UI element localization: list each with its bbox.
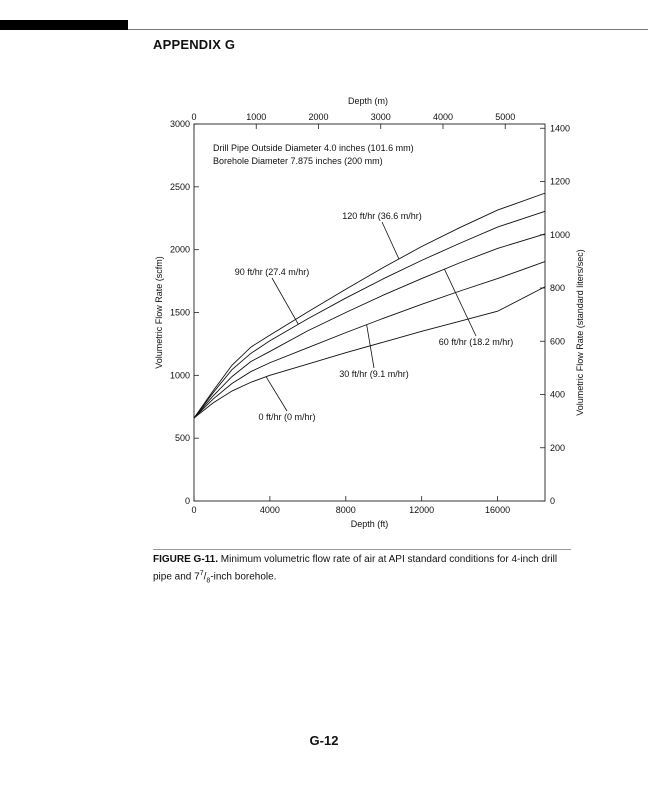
x2-tick-label: 1000 <box>246 112 267 122</box>
appendix-heading: APPENDIX G <box>153 37 236 52</box>
series-line-0 <box>194 287 545 418</box>
x2-tick-label: 2000 <box>308 112 329 122</box>
caption-frac-num: 7 <box>199 570 204 577</box>
y-tick-label: 1500 <box>169 307 190 318</box>
x-tick-label: 4000 <box>259 505 280 515</box>
chart-note: Drill Pipe Outside Diameter 4.0 inches (101.6 mm) <box>213 143 414 153</box>
y-axis-label: Volumetric Flow Rate (scfm) <box>154 256 164 369</box>
y-tick-label: 500 <box>174 433 190 444</box>
y2-tick-label: 0 <box>550 496 556 506</box>
y-tick-label: 3000 <box>169 119 190 129</box>
annotation-leader <box>444 269 476 336</box>
x2-tick-label: 5000 <box>495 112 516 122</box>
y-tick-label: 0 <box>184 496 190 506</box>
x2-axis-label: Depth (m) <box>347 96 389 106</box>
caption-label: FIGURE G-11. <box>153 554 219 565</box>
series-annotation: 90 ft/hr (27.4 m/hr) <box>234 267 310 277</box>
y2-tick-label: 600 <box>550 336 566 347</box>
series-line-2 <box>194 234 545 418</box>
figure-caption: FIGURE G-11. Minimum volumetric flow rate of air at API standard conditions for 4-inch drill pipe and $7^7/_8$-inch borehole. <box>153 554 558 585</box>
x2-tick-label: 0 <box>191 112 197 122</box>
y-tick-label: 2500 <box>169 181 190 192</box>
x-tick-label: 0 <box>191 505 197 515</box>
y2-tick-label: 200 <box>550 442 566 453</box>
annotation-leader <box>266 377 287 411</box>
y2-tick-label: 1400 <box>550 123 571 134</box>
y2-tick-label: 1200 <box>550 176 571 187</box>
caption-text: Minimum volumetric flow rate of air at API standard conditions for 4-inch drill pipe and 7 <box>153 554 558 583</box>
caption-rule <box>153 549 571 550</box>
y-tick-label: 1000 <box>169 370 190 381</box>
x2-tick-label: 3000 <box>370 112 391 122</box>
caption-text-end: -inch borehole. <box>210 571 277 583</box>
y2-tick-label: 800 <box>550 283 566 294</box>
series-annotation: 60 ft/hr (18.2 m/hr) <box>438 337 514 347</box>
series-annotation: 30 ft/hr (9.1 m/hr) <box>339 369 409 379</box>
x-tick-label: 8000 <box>335 505 356 515</box>
y2-tick-label: 1000 <box>550 229 571 240</box>
y2-axis-label: Volumetric Flow Rate (standard liters/sec) <box>575 249 585 416</box>
x2-tick-label: 4000 <box>432 112 453 122</box>
x-tick-label: 16000 <box>485 505 511 515</box>
annotation-leader <box>272 278 298 324</box>
page-number: G-12 <box>309 733 339 748</box>
chart-note: Borehole Diameter 7.875 inches (200 mm) <box>213 156 383 166</box>
series-annotation: 0 ft/hr (0 m/hr) <box>258 412 316 422</box>
x-axis-label: Depth (ft) <box>350 519 389 529</box>
series-annotation: 120 ft/hr (36.6 m/hr) <box>342 211 422 221</box>
series-line-3 <box>194 211 545 418</box>
caption-frac-den: 8 <box>206 577 211 585</box>
y-tick-label: 2000 <box>169 244 190 255</box>
x-tick-label: 12000 <box>409 505 435 515</box>
annotation-leader <box>382 222 399 259</box>
y2-tick-label: 400 <box>550 389 566 400</box>
